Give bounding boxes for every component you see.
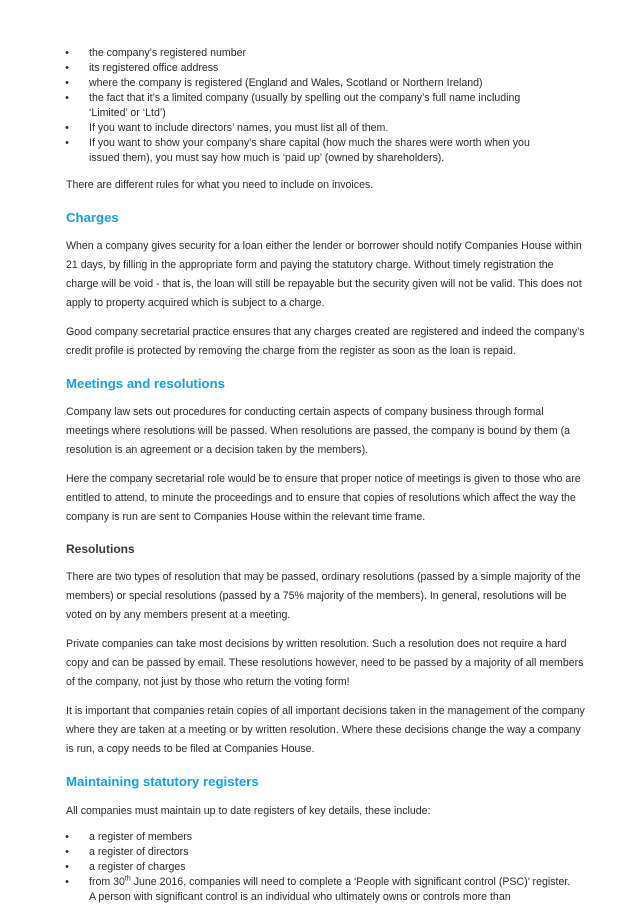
- registers-heading: Maintaining statutory registers: [66, 774, 259, 789]
- psc-text: June 2016, companies will need to complete a ‘People with significant control (PSC)’ register. A person with significant control is an individual who ultimately owns or controls more than: [89, 876, 571, 903]
- document-content: [66, 45, 586, 905]
- resolutions-heading: Resolutions: [66, 542, 135, 556]
- bullet-icon: •: [65, 122, 69, 134]
- list-item: • the company’s registered number: [66, 46, 586, 61]
- bullet-icon: •: [65, 137, 69, 149]
- resolutions-paragraph-3: It is important that companies retain copies of all important decisions taken in the management of the company where they are taken at a meeting or by written resolution. Where these decisions change the way a company is run, a copy needs to be filed at Companies House.: [66, 705, 585, 755]
- list-item: • the fact that it’s a limited company (usually by spelling out the company’s full name including ‘Limited’ or ‘Ltd’): [66, 91, 586, 121]
- resolutions-paragraph-1: There are two types of resolution that may be passed, ordinary resolutions (passed by a simple majority of the members) or special resolutions (passed by a 75% majority of the members). In general, resolutions will be voted on by any members present at a meeting.: [66, 571, 581, 621]
- bullet-icon: •: [65, 47, 69, 59]
- list-item: • its registered office address: [66, 61, 586, 76]
- list-item: • a register of charges: [66, 860, 586, 875]
- list-item: • where the company is registered (England and Wales, Scotland or Northern Ireland): [66, 76, 586, 91]
- invoices-note: There are different rules for what you need to include on invoices.: [66, 179, 374, 191]
- charges-heading: Charges: [66, 210, 119, 225]
- list-item: • a register of members: [66, 830, 586, 845]
- bullet-icon: •: [65, 77, 69, 89]
- registers-bullet-list: [66, 830, 586, 905]
- bullet-icon: •: [65, 92, 69, 104]
- registers-intro: All companies must maintain up to date registers of key details, these include:: [66, 805, 431, 817]
- meetings-heading: Meetings and resolutions: [66, 376, 226, 391]
- bullet-icon: •: [65, 62, 69, 74]
- charges-paragraph-2: Good company secretarial practice ensures that any charges created are registered and indeed the company’s credit profile is protected by removing the charge from the register as soon as the loan is repaid.: [66, 326, 585, 357]
- psc-superscript: th: [124, 875, 131, 883]
- bullet-icon: •: [65, 861, 69, 873]
- list-item: [66, 875, 586, 905]
- list-item: • If you want to show your company’s share capital (how much the shares were worth when you issued them), you must say how much is ‘paid up’ (owned by shareholders).: [66, 136, 586, 166]
- resolutions-paragraph-2: Private companies can take most decisions by written resolution. Such a resolution does not require a hard copy and can be passed by email. These resolutions however, need to be passed by a majority of all members of the company, not just by those who return the voting form!: [66, 638, 584, 688]
- bullet-icon: •: [65, 876, 69, 888]
- list-item: • If you want to include directors’ names, you must list all of them.: [66, 121, 586, 136]
- psc-prefix: from 30: [89, 876, 125, 888]
- intro-bullet-list: [66, 46, 586, 166]
- meetings-paragraph-2: Here the company secretarial role would be to ensure that proper notice of meetings is given to those who are entitled to attend, to minute the proceedings and to ensure that copies of resolutions which affect the way the company is run are sent to Companies House within the relevant time frame.: [66, 473, 581, 523]
- bullet-icon: •: [65, 846, 69, 858]
- bullet-icon: •: [65, 831, 69, 843]
- meetings-paragraph-1: Company law sets out procedures for conducting certain aspects of company business through formal meetings where resolutions will be passed. When resolutions are passed, the company is bound by them (a resolution is an agreement or a decision taken by the members).: [66, 406, 571, 456]
- charges-paragraph-1: When a company gives security for a loan either the lender or borrower should notify Companies House within 21 days, by filling in the appropriate form and paying the statutory charge. Without timely registration the charge will be void - that is, the loan will still be repayable but the security given will not be valid. This does not apply to property acquired which is subject to a charge.: [66, 240, 582, 309]
- list-item: • a register of directors: [66, 845, 586, 860]
